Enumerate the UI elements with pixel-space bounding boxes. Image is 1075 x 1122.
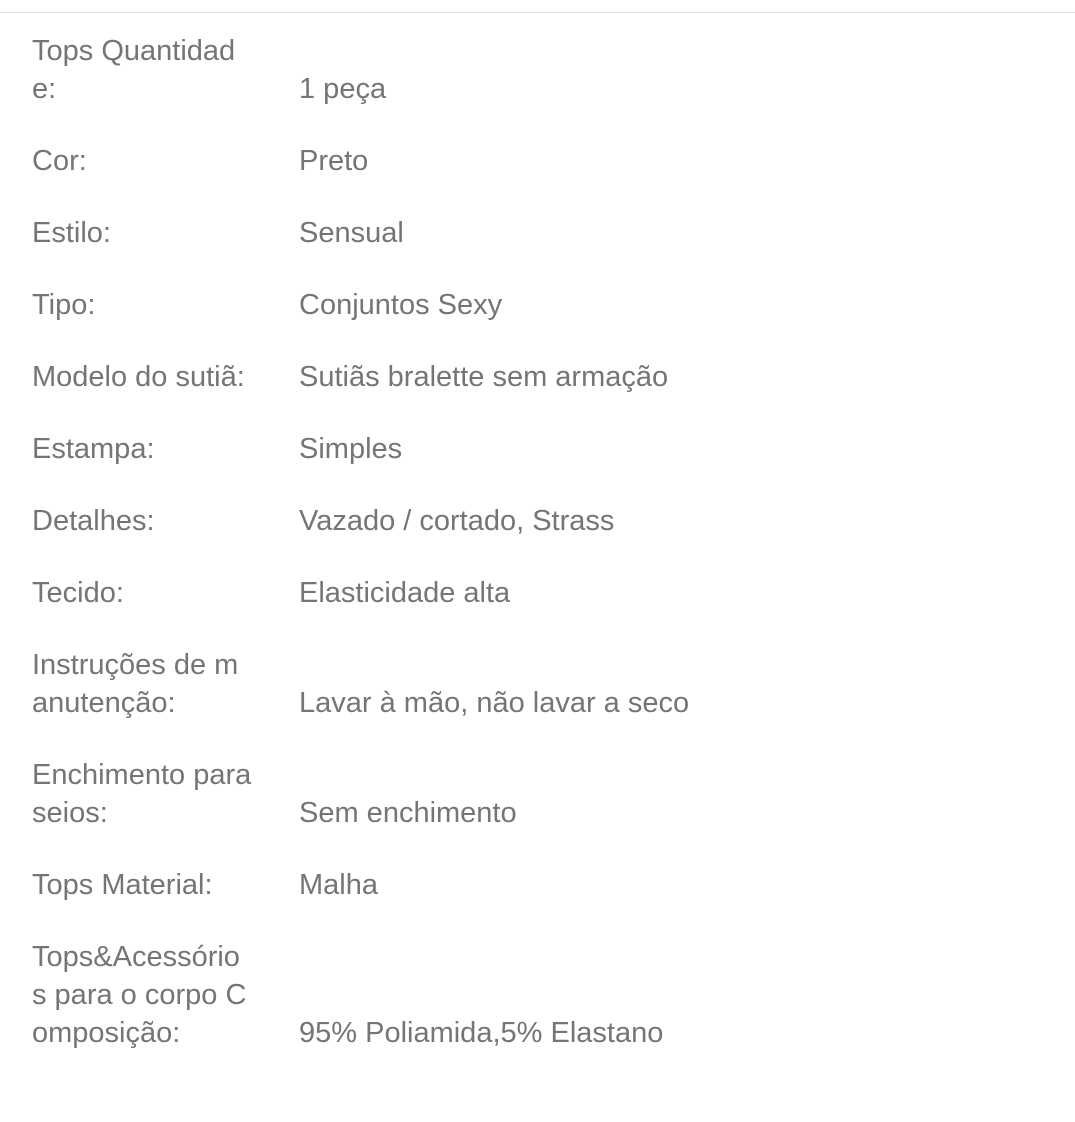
spec-value: Sutiãs bralette sem armação [299, 361, 669, 393]
spec-row-material [32, 866, 1042, 904]
spec-row-style [32, 214, 1042, 252]
spec-value: 95% Poliamida,5% Elastano [299, 1017, 664, 1049]
spec-value: Sem enchimento [299, 797, 517, 829]
spec-row-type [32, 286, 1042, 324]
spec-value: Preto [299, 145, 369, 177]
spec-label: Cor: [32, 145, 87, 177]
spec-label: Detalhes: [32, 505, 155, 537]
top-divider [0, 12, 1075, 13]
spec-label: Tops Quantidade: [32, 35, 236, 105]
spec-value: Elasticidade alta [299, 577, 511, 609]
spec-label: Tipo: [32, 289, 96, 321]
spec-row-pattern [32, 430, 1042, 468]
spec-value: Lavar à mão, não lavar a seco [299, 687, 690, 719]
spec-row-bra-model [32, 358, 1042, 396]
spec-row-padding [32, 756, 1042, 832]
spec-row-details [32, 502, 1042, 540]
spec-label: Tops&Acessórios para o corpo Composição: [32, 941, 247, 1049]
spec-label: Tops Material: [32, 869, 213, 901]
spec-row-care-instructions [32, 646, 1042, 722]
spec-row-composition [32, 938, 1042, 1052]
spec-row-fabric [32, 574, 1042, 612]
spec-value: Sensual [299, 217, 404, 249]
spec-value: 1 peça [299, 73, 387, 105]
spec-value: Malha [299, 869, 378, 901]
spec-row-quantity [32, 32, 1042, 108]
spec-label: Estampa: [32, 433, 155, 465]
spec-label: Enchimento para seios: [32, 759, 252, 829]
product-specs-list [32, 32, 1042, 1086]
spec-label: Tecido: [32, 577, 124, 609]
spec-label: Estilo: [32, 217, 111, 249]
spec-value: Simples [299, 433, 403, 465]
spec-value: Conjuntos Sexy [299, 289, 503, 321]
spec-row-color [32, 142, 1042, 180]
spec-label: Modelo do sutiã: [32, 361, 245, 393]
spec-label: Instruções de manutenção: [32, 649, 239, 719]
spec-value: Vazado / cortado, Strass [299, 505, 615, 537]
